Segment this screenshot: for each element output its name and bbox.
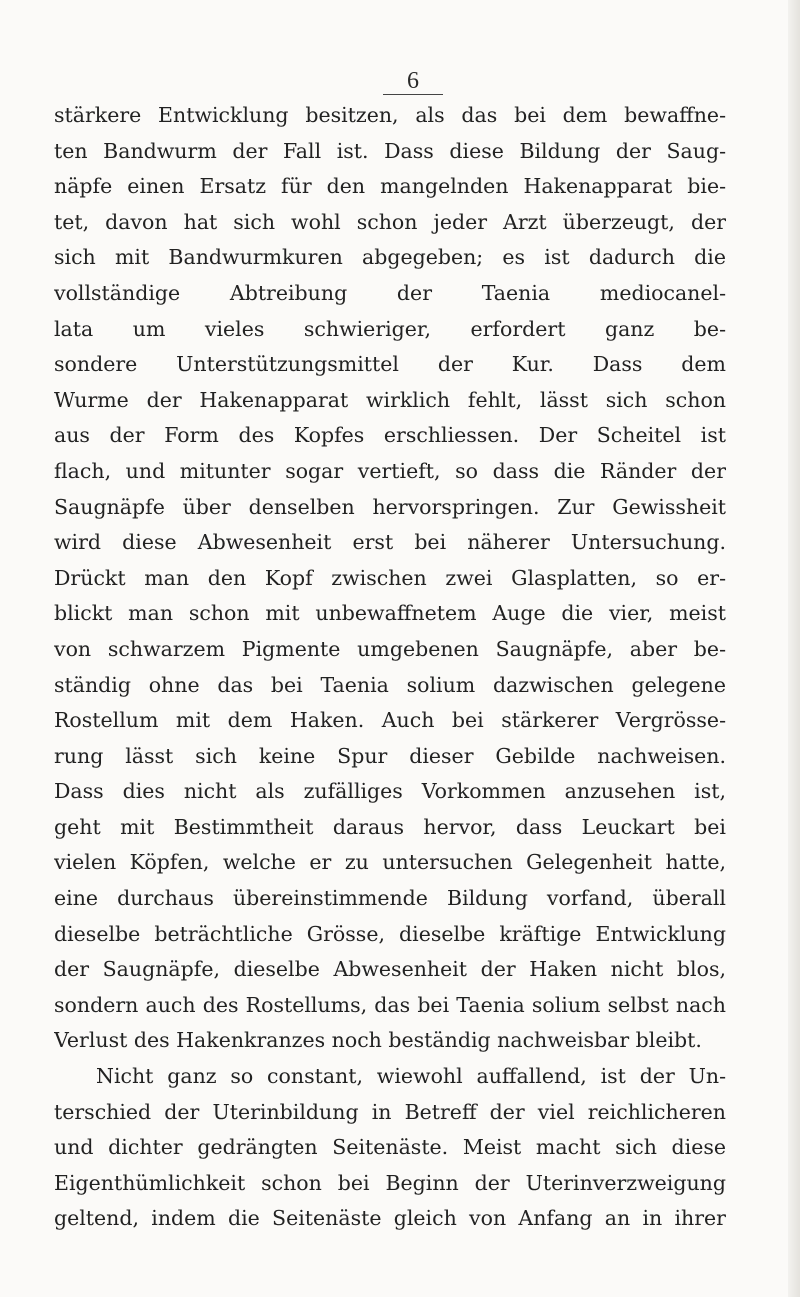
text-line: vollständige Abtreibung der Taenia mediocanel- xyxy=(54,280,726,305)
text-line: Verlust des Hakenkranzes noch beständig nachweisbar bleibt. xyxy=(54,1028,702,1053)
text-line: Rostellum mit dem Haken. Auch bei stärkerer Vergrösse- xyxy=(54,708,726,733)
body-text xyxy=(54,98,726,1237)
text-line: sondern auch des Rostellums, das bei Taenia solium selbst nach xyxy=(54,992,726,1017)
text-line: aus der Form des Kopfes erschliessen. Der Scheitel ist xyxy=(54,423,726,448)
text-line: der Saugnäpfe, dieselbe Abwesenheit der Haken nicht blos, xyxy=(54,957,726,982)
text-line: Wurme der Hakenapparat wirklich fehlt, lässt sich schon xyxy=(54,387,726,412)
text-line: Drückt man den Kopf zwischen zwei Glasplatten, so er- xyxy=(54,565,726,590)
text-line: tet, davon hat sich wohl schon jeder Arzt überzeugt, der xyxy=(54,209,726,234)
text-line: flach, und mitunter sogar vertieft, so dass die Ränder der xyxy=(54,458,726,483)
text-line: blickt man schon mit unbewaffnetem Auge die vier, meist xyxy=(54,601,726,626)
text-line: stärkere Entwicklung besitzen, als das bei dem bewaffne- xyxy=(54,103,726,127)
text-line: eine durchaus übereinstimmende Bildung vorfand, überall xyxy=(54,886,726,911)
text-line: wird diese Abwesenheit erst bei näherer Untersuchung. xyxy=(54,530,726,555)
text-line: Eigenthümlichkeit schon bei Beginn der Uterinverzweigung xyxy=(54,1170,726,1195)
text-line: lata um vieles schwieriger, erfordert ganz be- xyxy=(54,316,726,341)
text-line: sich mit Bandwurmkuren abgegeben; es ist dadurch die xyxy=(54,245,726,270)
text-line: geltend, indem die Seitenäste gleich von Anfang an in ihrer xyxy=(54,1206,726,1231)
page-edge-shadow xyxy=(788,0,800,1297)
text-line: geht mit Bestimmtheit daraus hervor, dass Leuckart bei xyxy=(54,814,726,839)
page-number: 6 xyxy=(383,68,443,95)
text-line: ten Bandwurm der Fall ist. Dass diese Bildung der Saug- xyxy=(54,138,726,163)
text-line: näpfe einen Ersatz für den mangelnden Hakenapparat bie- xyxy=(54,174,726,199)
text-line: rung lässt sich keine Spur dieser Gebilde nachweisen. xyxy=(54,743,726,768)
text-line: Dass dies nicht als zufälliges Vorkommen anzusehen ist, xyxy=(54,779,726,804)
text-line: Nicht ganz so constant, wiewohl auffallend, ist der Un- xyxy=(96,1064,726,1089)
text-line: Saugnäpfe über denselben hervorspringen. Zur Gewissheit xyxy=(54,494,726,519)
text-line: ständig ohne das bei Taenia solium dazwischen gelegene xyxy=(54,672,726,697)
text-line: sondere Unterstützungsmittel der Kur. Dass dem xyxy=(54,352,726,377)
text-line: und dichter gedrängten Seitenäste. Meist macht sich diese xyxy=(54,1135,726,1160)
text-line: von schwarzem Pigmente umgebenen Saugnäpfe, aber be- xyxy=(54,636,726,661)
text-line: terschied der Uterinbildung in Betreff der viel reichlicheren xyxy=(54,1099,726,1124)
text-line: dieselbe beträchtliche Grösse, dieselbe kräftige Entwicklung xyxy=(54,921,726,946)
text-line: vielen Köpfen, welche er zu untersuchen Gelegenheit hatte, xyxy=(54,850,726,875)
